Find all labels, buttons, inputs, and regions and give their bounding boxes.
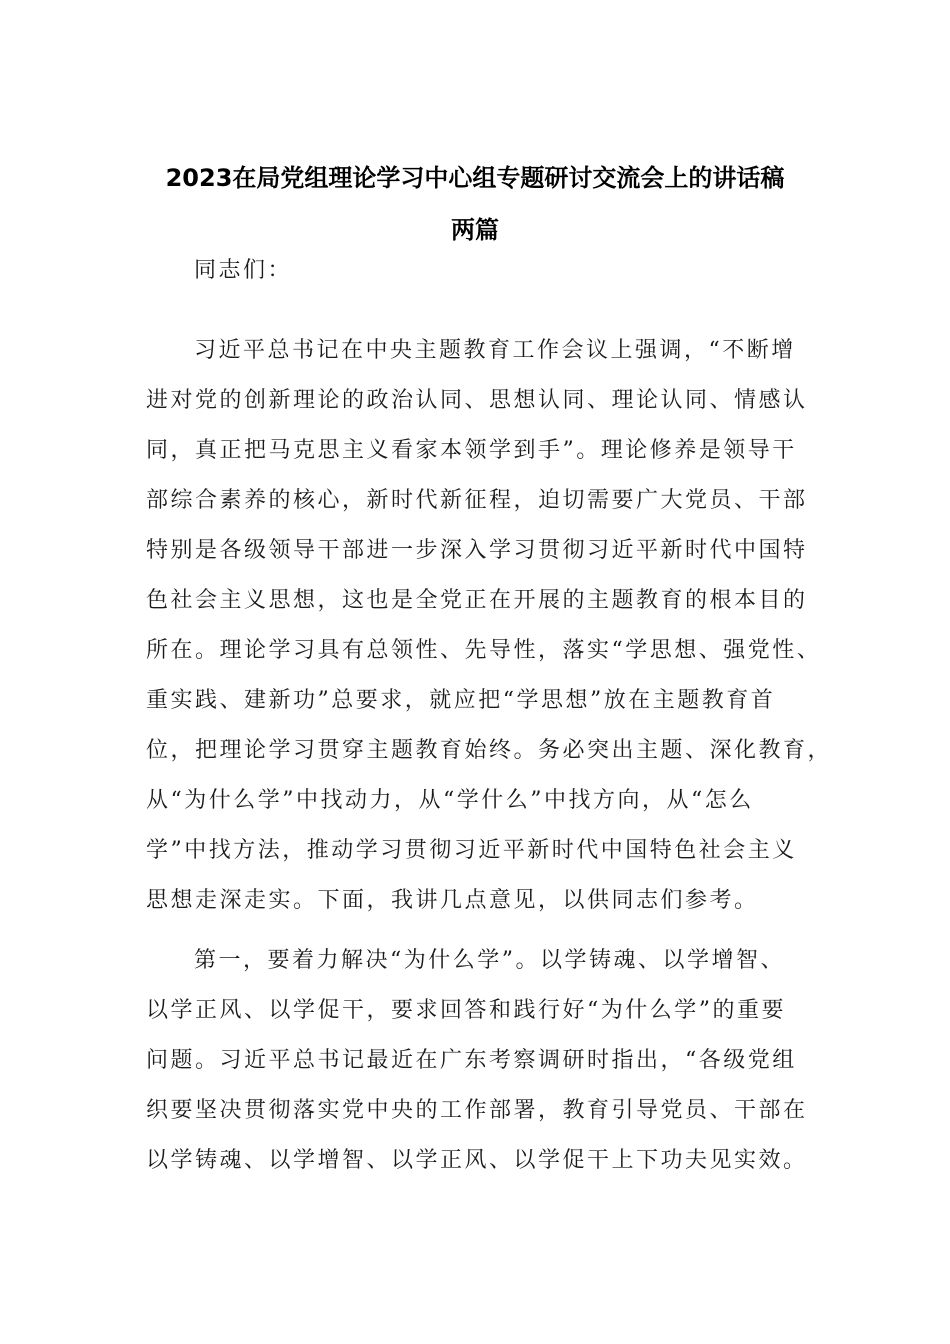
- document-title: 2023在局党组理论学习中心组专题研讨交流会上的讲话稿: [165, 164, 785, 192]
- paragraph-1: [146, 326, 833, 926]
- paragraph-line: 位，把理论学习贯穿主题教育始终。务必突出主题、深化教育，: [146, 738, 833, 763]
- paragraph-line: 从“为什么学”中找动力，从“学什么”中找方向，从“怎么: [146, 788, 754, 813]
- paragraph-line: 问题。习近平总书记最近在广东考察调研时指出，“各级党组: [146, 1048, 797, 1073]
- paragraph-line: 进对党的创新理论的政治认同、思想认同、理论认同、情感认: [146, 388, 808, 413]
- paragraph-line: 特别是各级领导干部进一步深入学习贯彻习近平新时代中国特: [146, 538, 808, 563]
- document-title-continued: 两篇: [451, 216, 499, 244]
- paragraph-line: 色社会主义思想，这也是全党正在开展的主题教育的根本目的: [146, 588, 808, 613]
- paragraph-line: 织要坚决贯彻落实党中央的工作部署，教育引导党员、干部在: [146, 1098, 808, 1123]
- paragraph-line: 部综合素养的核心，新时代新征程，迫切需要广大党员、干部: [146, 488, 808, 513]
- paragraph-line: 同，真正把马克思主义看家本领学到手”。理论修养是领导干: [146, 438, 797, 463]
- paragraph-line: 以学铸魂、以学增智、以学正风、以学促干上下功夫见实效。: [146, 1148, 808, 1173]
- paragraph-line: 习近平总书记在中央主题教育工作会议上强调，“不断增: [194, 338, 796, 363]
- paragraph-line: 以学正风、以学促干，要求回答和践行好“为什么学”的重要: [146, 998, 786, 1023]
- paragraph-line: 学”中找方法，推动学习贯彻习近平新时代中国特色社会主义: [146, 838, 797, 863]
- paragraph-line: 思想走深走实。下面，我讲几点意见，以供同志们参考。: [146, 888, 759, 913]
- paragraph-line: 第一，要着力解决“为什么学”。以学铸魂、以学增智、: [194, 948, 785, 973]
- paragraph-2: [146, 936, 806, 1186]
- paragraph-line: 所在。理论学习具有总领性、先导性，落实“学思想、强党性、: [146, 638, 822, 663]
- paragraph-line: 重实践、建新功”总要求，就应把“学思想”放在主题教育首: [146, 688, 776, 713]
- salutation: 同志们：: [194, 258, 293, 283]
- salutation-block: [146, 246, 806, 296]
